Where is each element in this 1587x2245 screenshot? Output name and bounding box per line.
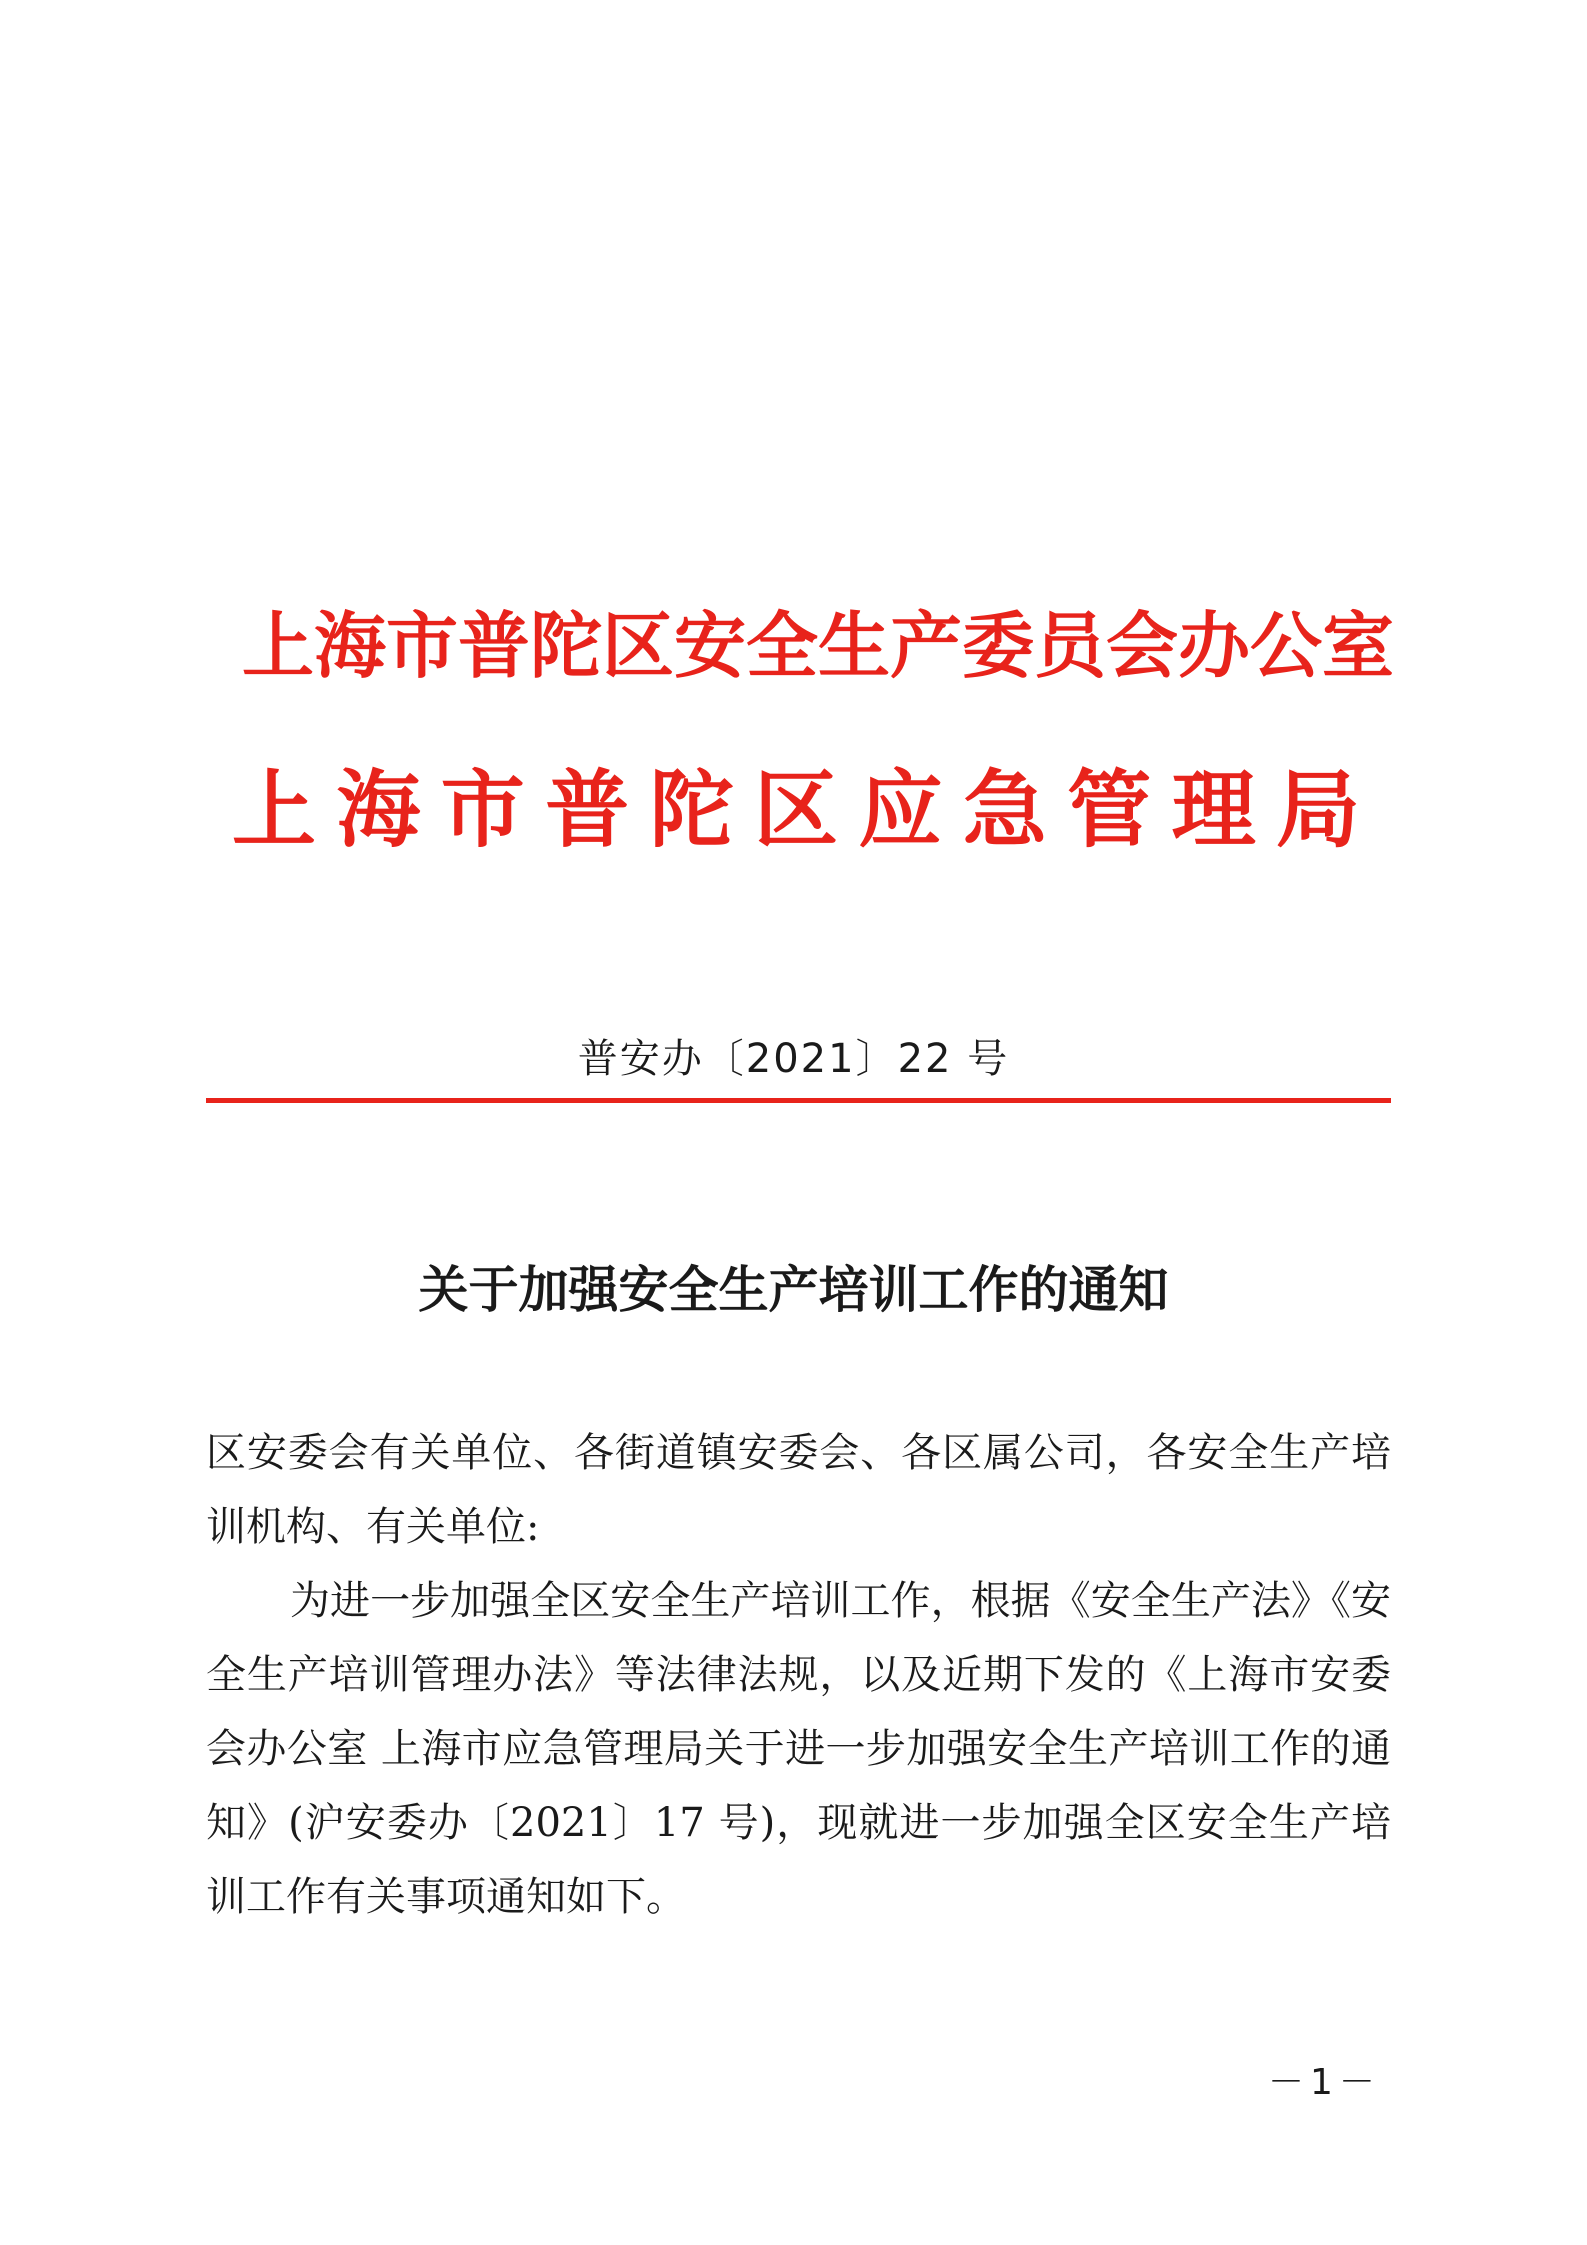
salutation-block	[206, 1416, 1391, 1564]
body-paragraph-1: 为进一步加强全区安全生产培训工作，根据《安全生产法》《安全生产培训管理办法》等法律法规，以及近期下发的《上海市安委会办公室 上海市应急管理局关于进一步加强安全生产培训工作的通知》(沪安委办〔2021〕17 号)，现就进一步加强全区安全生产培训工作有关事项通知如下。	[206, 1578, 1391, 1920]
body-paragraph-block	[206, 1564, 1391, 1934]
document-title: 关于加强安全生产培训工作的通知	[418, 1260, 1169, 1319]
issuing-org-emergency-bureau: 上海市普陀区应急管理局	[232, 760, 1360, 859]
issuing-org-safety-committee-office: 上海市普陀区安全生产委员会办公室	[242, 603, 1395, 688]
document-number: 普安办〔2021〕22 号	[577, 1036, 1010, 1082]
red-divider-line	[206, 1098, 1391, 1103]
salutation-text: 区安委会有关单位、各街道镇安委会、各区属公司，各安全生产培训机构、有关单位:	[206, 1430, 1391, 1550]
page-number: －1－	[1268, 2062, 1381, 2103]
